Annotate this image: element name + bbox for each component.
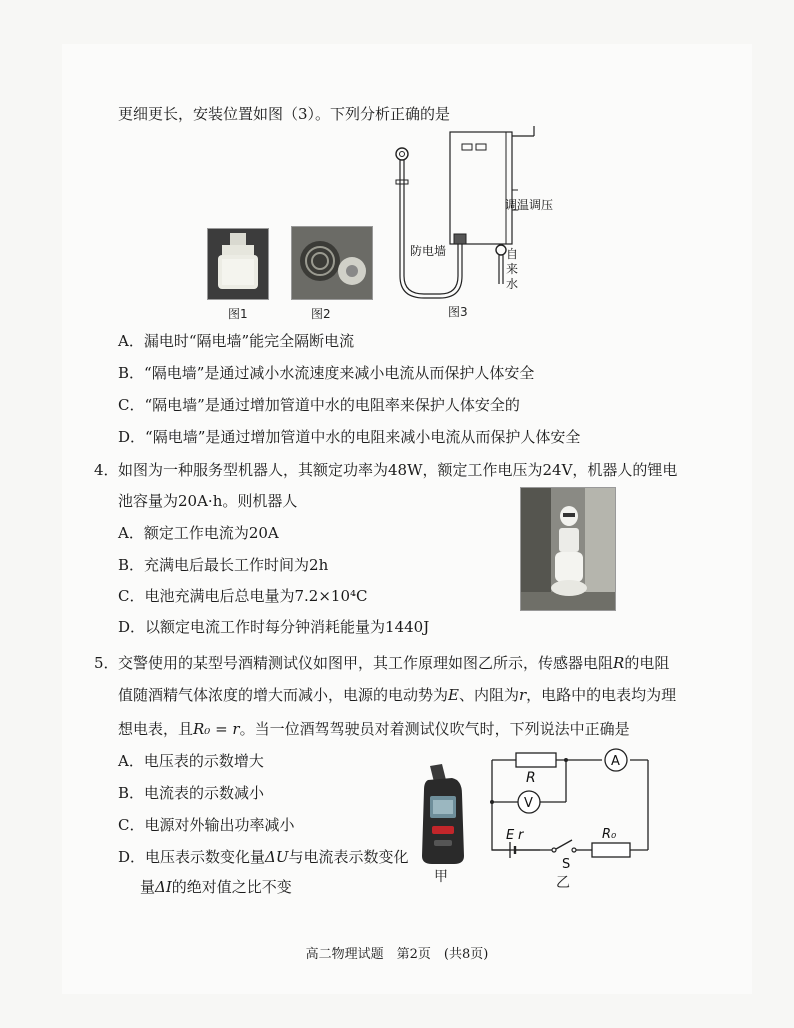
label-r: r: [518, 828, 524, 843]
label-tap-water-1: 自: [506, 247, 519, 261]
label-R0: R₀: [602, 827, 617, 842]
robot-photo: [520, 487, 616, 611]
q5-option-b: B．电流表的示数减小: [118, 784, 265, 802]
label-anti-electric-wall: 防电墙: [410, 244, 447, 258]
figure-3-diagram: [388, 126, 554, 306]
label-S: S: [562, 857, 571, 872]
q3-option-d: D．“隔电墙”是通过增加管道中水的电阻来减小电流从而保护人体安全: [118, 428, 581, 446]
label-R: R: [526, 770, 536, 786]
label-tap-water-3: 水: [506, 277, 519, 291]
q4-option-d: D．以额定电流工作时每分钟消耗能量为1440J: [118, 618, 430, 636]
anti-electric-wall-part: [454, 234, 466, 244]
label-E: E: [506, 828, 515, 843]
q4-stem-line1: 如图为一种服务型机器人，其额定功率为48W，额定工作电压为24V，机器人的锂电: [118, 461, 678, 479]
figure-1-caption: 图1: [228, 307, 248, 321]
q5-stem-line2: 值随酒精气体浓度的增大而减小，电源的电动势为E、内阻为r，电路中的电表均为理: [118, 686, 677, 704]
q3-option-a: A．漏电时“隔电墙”能完全隔断电流: [118, 332, 355, 350]
intro-text: 更细更长，安装位置如图（3）。下列分析正确的是: [118, 105, 451, 123]
label-jia: 甲: [434, 869, 448, 885]
label-A: A: [611, 754, 620, 769]
heater-body: [450, 132, 512, 244]
page-footer: 高二物理试题 第2页 (共8页): [305, 947, 489, 962]
q5-formula: R₀ = r: [193, 720, 240, 738]
q4-option-b: B．充满电后最长工作时间为2h: [118, 556, 329, 574]
q5-stem-line1: 交警使用的某型号酒精测试仪如图甲，其工作原理如图乙所示，传感器电阻R的电阻: [118, 654, 670, 672]
q5-number: 5．: [94, 654, 119, 672]
sensor-resistor: [516, 753, 556, 767]
q3-option-b: B．“隔电墙”是通过减小水流速度来减小电流从而保护人体安全: [118, 364, 535, 382]
breathalyzer-image: [412, 760, 476, 870]
q4-stem-line2: 池容量为20A·h。则机器人: [118, 492, 298, 510]
shower-head-icon: [396, 148, 408, 160]
figure-1-photo: [207, 228, 269, 300]
q4-option-c: C．电池充满电后总电量为7.2×10⁴C: [118, 587, 368, 605]
q4-option-a: A．额定工作电流为20A: [118, 524, 279, 542]
label-tap-water-2: 来: [506, 262, 519, 276]
q5-option-a: A．电压表的示数增大: [118, 752, 264, 770]
q3-option-c: C．“隔电墙”是通过增加管道中水的电阻率来保护人体安全的: [118, 396, 520, 414]
q5-option-d-line2: 量ΔI的绝对值之比不变: [140, 878, 292, 896]
q5-option-c: C．电源对外输出功率减小: [118, 816, 295, 834]
q4-number: 4．: [94, 461, 119, 479]
switch-icon: [556, 840, 572, 849]
circuit-diagram: [480, 742, 660, 872]
resistor-r0: [592, 843, 630, 857]
label-adjust: 调温调压: [505, 198, 554, 212]
label-V: V: [524, 796, 533, 811]
label-yi: 乙: [556, 875, 570, 891]
figure-2-photo: [291, 226, 373, 300]
figure-2-caption: 图2: [311, 307, 331, 321]
q5-stem-line3: 想电表，且R₀ = r。当一位酒驾驾驶员对着测试仪吹气时，下列说法中正确是: [118, 720, 630, 738]
q5-option-d-line1: D．电压表示数变化量ΔU与电流表示数变化: [118, 848, 409, 866]
figure-3-caption: 图3: [448, 305, 468, 319]
